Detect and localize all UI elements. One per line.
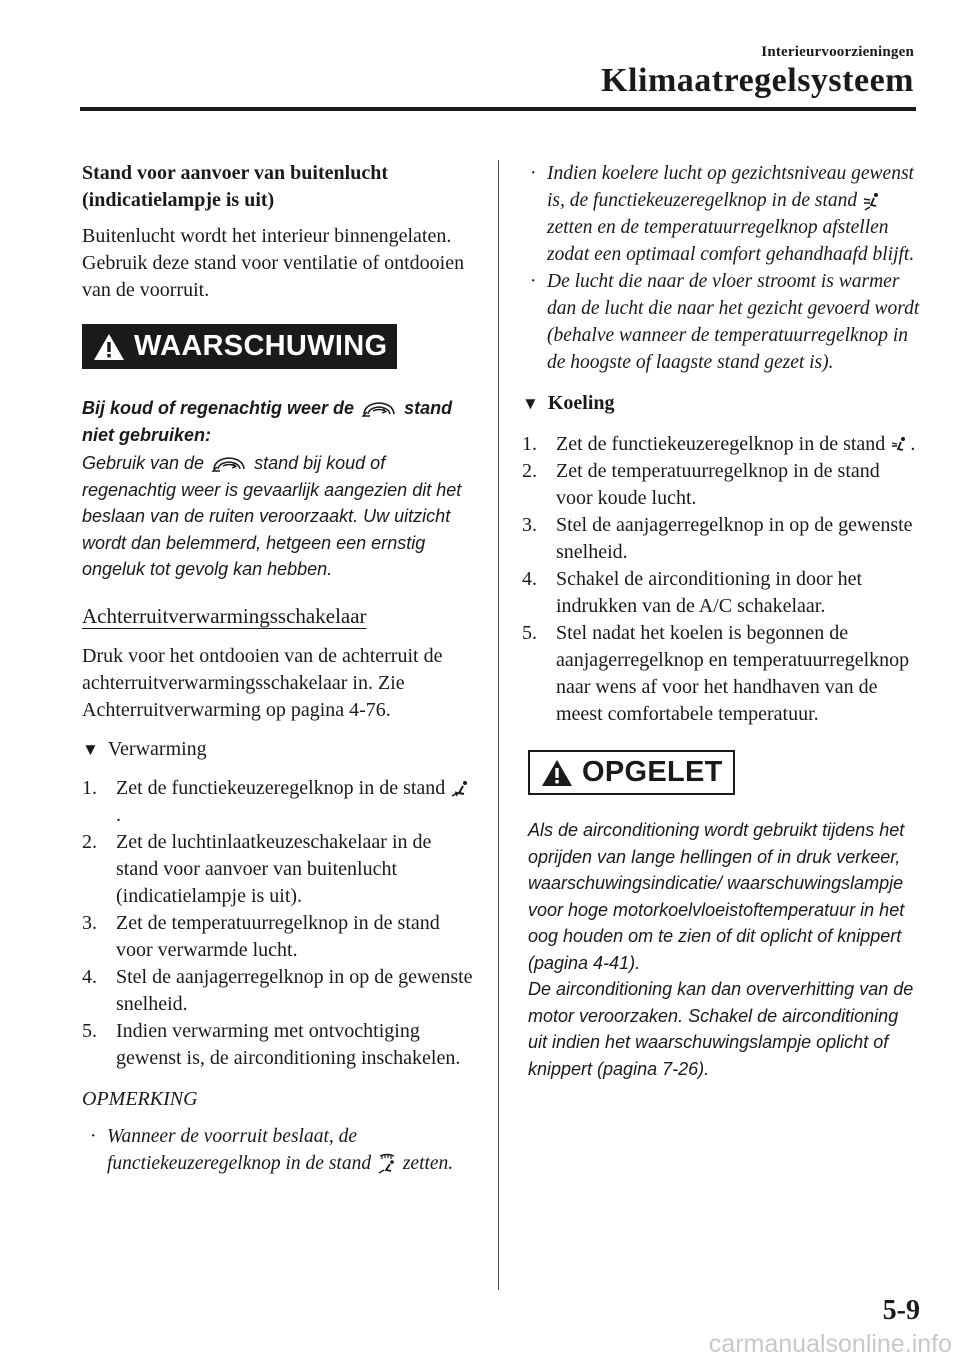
- note-bullet-b: zetten.: [402, 1152, 454, 1174]
- face-airflow-icon: [890, 435, 910, 455]
- bullet-dot: ·: [90, 1125, 97, 1147]
- face-airflow-icon: [862, 191, 884, 213]
- warning-title-b: stand niet gebruiken:: [82, 398, 453, 445]
- warning-label: WAARSCHUWING: [134, 330, 388, 362]
- list-item: [522, 431, 920, 458]
- note-bullets: [82, 1123, 474, 1177]
- recirculation-icon: [359, 398, 399, 420]
- heating-heading-text: Verwarming: [107, 737, 207, 760]
- warning-block: [82, 324, 474, 369]
- warning-triangle-icon: [92, 332, 126, 362]
- defrost-floor-icon: [376, 1153, 398, 1175]
- warning-triangle-icon: [540, 758, 574, 788]
- step-tail: .: [116, 803, 121, 826]
- list-item: [82, 775, 474, 829]
- step-number: 3.: [522, 514, 537, 536]
- right-column: [522, 160, 920, 1082]
- heating-heading: [82, 736, 474, 763]
- page-number: 5-9: [882, 1295, 920, 1326]
- list-item: [522, 458, 920, 512]
- list-item: [82, 1018, 474, 1072]
- step-text: Zet de functiekeuzeregelknop in de stand: [116, 776, 446, 799]
- cooling-heading-text: Koeling: [547, 392, 615, 414]
- column-divider: [498, 160, 499, 1290]
- outside-air-heading: [82, 160, 474, 214]
- step-number: 1.: [522, 433, 537, 455]
- caution-text-1: Als de airconditioning wordt gebruikt tijdens het oprijden van lange hellingen of in druk verkeer, waarschuwingsindicatie/ waarschuwingslampje voor hoge motorkoelvloeistoftemperatuur in het oog houden om te zien of dit oplicht of knippert (pagina 4-41).: [528, 820, 905, 973]
- step-number: 5.: [82, 1019, 97, 1042]
- heating-steps: [82, 775, 474, 1072]
- step-text: Indien verwarming met ontvochtiging gewenst is, de airconditioning inschakelen.: [116, 1019, 461, 1069]
- caution-badge: [528, 750, 735, 795]
- step-number: 4.: [522, 568, 537, 590]
- caution-text-2: De airconditioning kan dan oververhitting van de motor veroorzaken. Schakel de airconditioning uit indien het waarschuwingslampje oplicht of knippert (pagina 7-26).: [528, 979, 914, 1079]
- list-item: [82, 1123, 474, 1177]
- list-item: [82, 910, 474, 964]
- bullet1-a: Indien koelere lucht op gezichtsniveau gewenst is, de functiekeuzeregelknop in de stand: [547, 163, 914, 211]
- warning-text: [82, 450, 474, 583]
- recirculation-icon: [209, 453, 249, 475]
- page-title: Klimaatregelsysteem: [601, 62, 914, 99]
- step-text: Zet de temperatuurregelknop in de stand voor verwarmde lucht.: [116, 911, 440, 961]
- list-item: [522, 512, 920, 566]
- cooling-heading: [522, 390, 920, 417]
- left-column: [82, 160, 474, 1177]
- watermark: carmanualsonline.info: [708, 1330, 952, 1358]
- bullet-dot: ·: [530, 163, 537, 184]
- step-number: 3.: [82, 911, 97, 934]
- step-text: Zet de luchtinlaatkeuzeschakelaar in de stand voor aanvoer van buitenlucht (indicatielampje is uit).: [116, 830, 432, 907]
- heading-line1: Stand voor aanvoer van buitenlucht: [82, 162, 388, 184]
- note-bullets-continued: [522, 160, 920, 376]
- down-triangle-icon: ▼: [522, 394, 539, 413]
- list-item: [82, 964, 474, 1018]
- note-heading: OPMERKING: [82, 1087, 198, 1110]
- caution-block: [522, 750, 920, 795]
- step-text: Schakel de airconditioning in door het indrukken van de A/C schakelaar.: [556, 568, 863, 617]
- outside-air-intro: Buitenlucht wordt het interieur binnengelaten. Gebruik deze stand voor ventilatie of ontdooien van de voorruit.: [82, 225, 465, 301]
- step-text: Stel de aanjagerregelknop in op de gewenste snelheid.: [116, 965, 473, 1015]
- step-number: 1.: [82, 776, 97, 799]
- warning-text-b: stand bij koud of regenachtig weer is gevaarlijk aangezien dit het beslaan van de ruiten veroorzaakt. Uw uitzicht wordt dan belemmerd, hetgeen een ernstig ongeluk tot gevolg kan hebben.: [82, 453, 462, 579]
- caution-label: OPGELET: [582, 756, 723, 788]
- step-number: 2.: [82, 830, 97, 853]
- header-rule: [80, 107, 916, 111]
- step-tail: .: [910, 433, 916, 455]
- step-number: 5.: [522, 622, 537, 644]
- step-text: Zet de temperatuurregelknop in de stand voor koude lucht.: [556, 460, 880, 509]
- step-text: Stel nadat het koelen is begonnen de aanjagerregelknop en temperatuurregelknop naar wens af voor het handhaven van de meest comfortabele temperatuur.: [556, 622, 910, 725]
- cooling-steps: [522, 431, 920, 728]
- warning-title-a: Bij koud of regenachtig weer de: [82, 398, 355, 418]
- warning-title: [82, 395, 474, 448]
- list-item: [522, 566, 920, 620]
- warning-text-a: Gebruik van de: [82, 453, 205, 473]
- floor-airflow-icon: [450, 779, 470, 799]
- bullet2: De lucht die naar de vloer stroomt is warmer dan de lucht die naar het gezicht gevoerd wordt (behalve wanneer de temperatuurregelknop in de hoogste of laagste stand gezet is).: [547, 271, 920, 373]
- heading-line2: (indicatielampje is uit): [82, 189, 275, 211]
- rear-defroster-heading: [82, 603, 474, 631]
- step-number: 4.: [82, 965, 97, 988]
- step-text: Zet de functiekeuzeregelknop in de stand: [556, 433, 886, 455]
- list-item: [522, 268, 920, 376]
- down-triangle-icon: ▼: [82, 739, 99, 759]
- list-item: [522, 620, 920, 728]
- list-item: [522, 160, 920, 268]
- list-item: [82, 829, 474, 910]
- bullet1-b: zetten en de temperatuurregelknop afstellen zodat een optimaal comfort gehandhaafd blijft.: [547, 217, 915, 265]
- step-text: Stel de aanjagerregelknop in op de gewenste snelheid.: [556, 514, 913, 563]
- rear-heading-text: Achterruitverwarmingsschakelaar: [82, 603, 367, 628]
- step-number: 2.: [522, 460, 537, 482]
- header-section: Interieurvoorzieningen: [761, 44, 914, 60]
- warning-badge: [82, 324, 397, 369]
- rear-defroster-text: Druk voor het ontdooien van de achterruit de achterruitverwarmingsschakelaar in. Zie Achterruitverwarming op pagina 4-76.: [82, 644, 443, 721]
- note-bullet-a: Wanneer de voorruit beslaat, de functiekeuzeregelknop in de stand: [107, 1125, 372, 1174]
- bullet-dot: ·: [530, 271, 537, 292]
